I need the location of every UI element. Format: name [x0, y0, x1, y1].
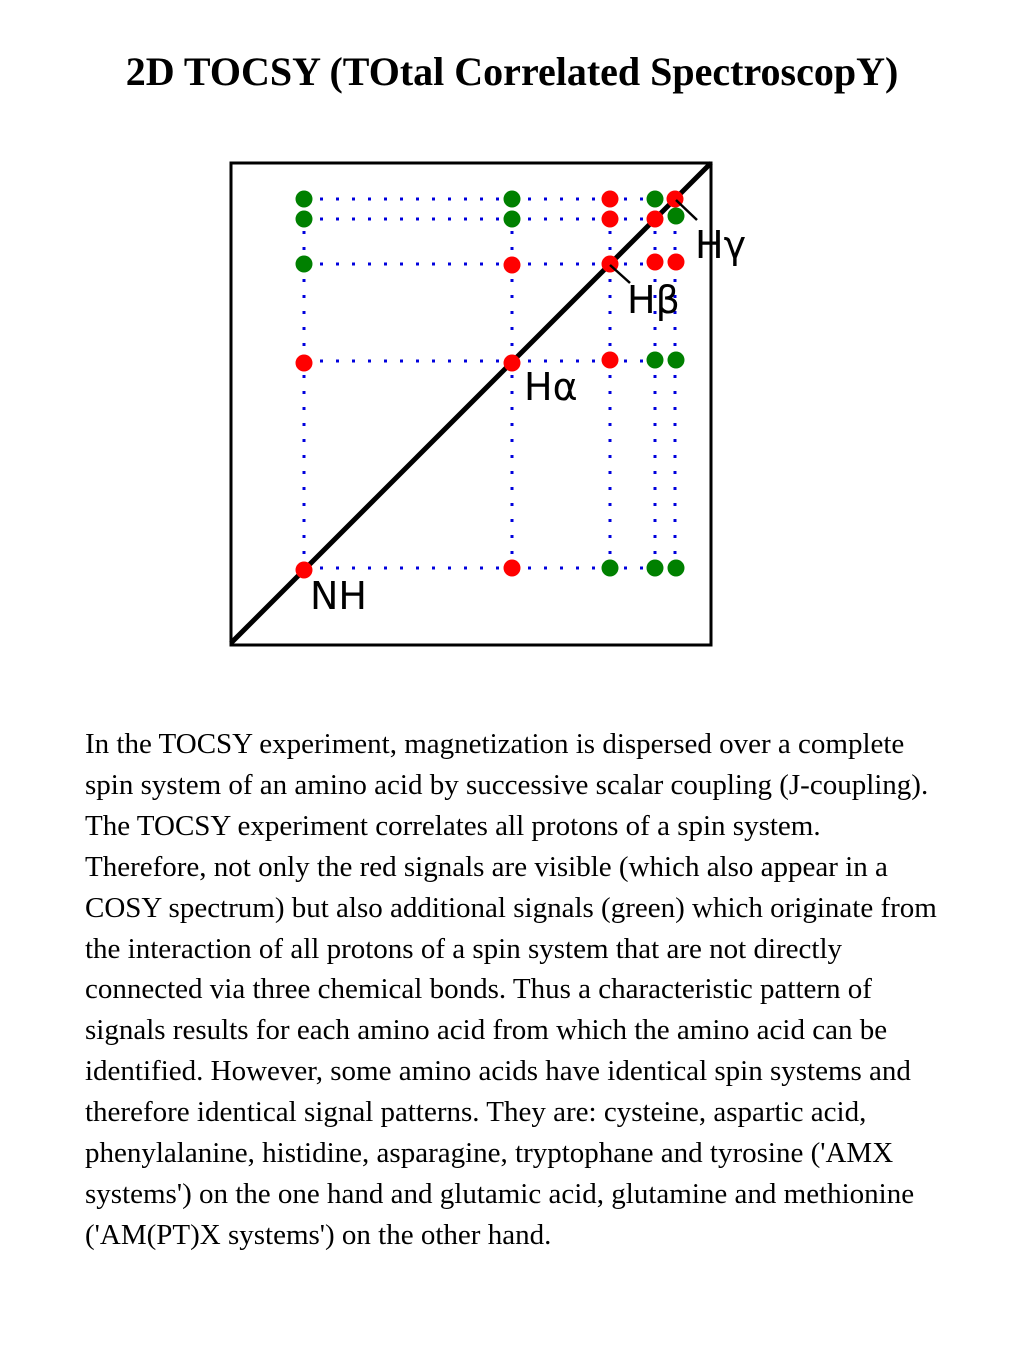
tocsy-peak-1: [504, 191, 521, 208]
cosy-peak-15: [296, 355, 313, 372]
tocsy-peak-3: [647, 191, 664, 208]
page-title: 2D TOCSY (TOtal Correlated SpectroscopY): [125, 49, 899, 94]
cosy-peak-8: [647, 211, 664, 228]
nh-label: NH: [310, 574, 367, 618]
description-paragraph: In the TOCSY experiment, magnetization is dispersed over a complete spin system of an amino acid by successive scalar coupling (J-coupling). The TOCSY experiment correlates all protons of a spin system. Therefore, not only the red signals are visible (which also appear in a COSY spectrum) but also additional signals (green) which originate from the interaction of all protons of a spin system that are not directly connected via three chemical bonds. Thus a characteristic pattern of signals results for each amino acid from which the amino acid can be identified. However, some amino acids have identical spin systems and therefore identical signal patterns. They are: cysteine, aspartic acid, phenylalanine, histidine, asparagine, tryptophane and tyrosine ('AMX systems') on the one hand and glutamic acid, glutamine and methionine ('AM(PT)X systems') on the other hand.: [85, 728, 937, 1251]
cosy-peak-13: [647, 254, 664, 271]
cosy-peak-21: [504, 560, 521, 577]
tocsy-peak-0: [296, 191, 313, 208]
cosy-peak-14: [668, 254, 685, 271]
tocsy-peak-22: [602, 560, 619, 577]
cosy-peak-7: [602, 211, 619, 228]
cosy-peak-11: [504, 257, 521, 274]
tocsy-peak-23: [647, 560, 664, 577]
tocsy-peak-6: [504, 211, 521, 228]
tocsy-peak-19: [668, 352, 685, 369]
tocsy-peak-10: [296, 256, 313, 273]
tocsy-peak-9: [668, 208, 685, 225]
ha-label: Hα: [524, 365, 578, 409]
cosy-peak-16: [504, 355, 521, 372]
tocsy-spectrum-diagram: [0, 150, 1024, 660]
tocsy-peak-5: [296, 211, 313, 228]
tocsy-peak-24: [668, 560, 685, 577]
tocsy-peak-18: [647, 352, 664, 369]
cosy-peak-17: [602, 352, 619, 369]
cosy-peak-2: [602, 191, 619, 208]
hb-label: Hβ: [627, 278, 680, 322]
hg-label: Hγ: [695, 223, 747, 267]
